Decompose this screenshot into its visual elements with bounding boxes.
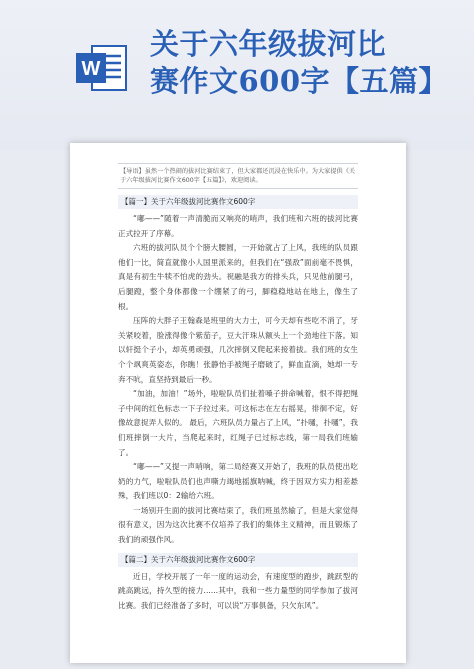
document-title — [150, 26, 470, 100]
paragraph: “嘟——”随着一声清脆而又响亮的哨声，我们班和六班的拔河比赛正式拉开了序幕。 — [118, 214, 358, 238]
guide-note: 【导语】虽然一个热闹的拔河比赛结束了，但大家都还沉浸在快乐中。为大家提供《关于六年级拔河比赛作文600字【五篇】》，欢迎阅读。 — [118, 163, 358, 189]
paragraph: 一场别开生面的拔河比赛结束了，我们班虽然输了，但是大家觉得很有意义，因为这次比赛不仅培养了我们的集体主义精神，而且锻炼了我们的顽强作风。 — [118, 505, 358, 545]
document-page — [70, 143, 406, 663]
paragraph: “加油，加油！”场外，啦啦队员们扯着嗓子拼命喊着，恨不得把绳子中间的红色标志一下子拉过来。可这标志在左右摇晃，徘徊不定，好像故意捉弄人似的。 最后，六班队员力量占了上风，“扑嗵，扑嗵”，我们班摔倒一大片，当爬起来时，红绳子已过标志线，第一局我们班输了。 — [118, 389, 358, 457]
section-heading-1: 【篇一】关于六年级拔河比赛作文600字 — [118, 195, 358, 209]
paragraph: 近日，学校开展了一年一度的运动会，有速度型的跑步，跳跃型的跳高跳远，持久型的接力......其中，我和一些力量型的同学参加了拔河比赛。我们已经准备了多时，可以说“万事俱备，只欠东风”。 — [118, 571, 358, 610]
title-line-1: 关于六年级拔河比 — [150, 27, 387, 61]
document-body — [118, 163, 358, 613]
section-heading-2: 【篇二】关于六年级拔河比赛作文600字 — [118, 553, 358, 567]
word-document-icon — [74, 40, 130, 96]
paragraph: “嘟——”又提一声哨响，第二局经赛又开始了，我班的队员使出吃奶的力气，啦啦队员们也声嘶力竭地摇旗呐喊，终于因双方实力相差悬殊，我们班以0：2输给六班。 — [118, 462, 358, 501]
svg-text:W: W — [81, 58, 101, 80]
title-banner — [0, 0, 474, 150]
paragraph: 压阵的大胖子王翰森是班里的大力士，可今天却有些吃不消了，牙关紧咬着，脸涨得像个紫茄子，豆大汗珠从额头上一个劲地往下落。知以轩挺个子小，却英勇顽强，几次摔倒又爬起来接着拔。我们班的女生个个飒爽英姿态，你瞧！张静怡手被绳子磨破了，鲜血直滴，她却一专奔不吭，直坚持到最后一秒。 — [118, 316, 358, 384]
title-line-2: 赛作文600字【五篇】 — [150, 64, 449, 98]
paragraph: 六班的拔河队员个个膀大腰圆，一开始就占了上风，我班的队员跟他们一比，简直就像小人国里派来的，但我们在“强敌”面前毫不畏惧，真是有初生牛犊不怕虎的劲头。祝融是我方的排头兵，只见他前腿弓，后腿蹬，整个身体都像一个绷紧了的弓，脚稳稳地站在地上，像生了根。 — [118, 243, 358, 311]
